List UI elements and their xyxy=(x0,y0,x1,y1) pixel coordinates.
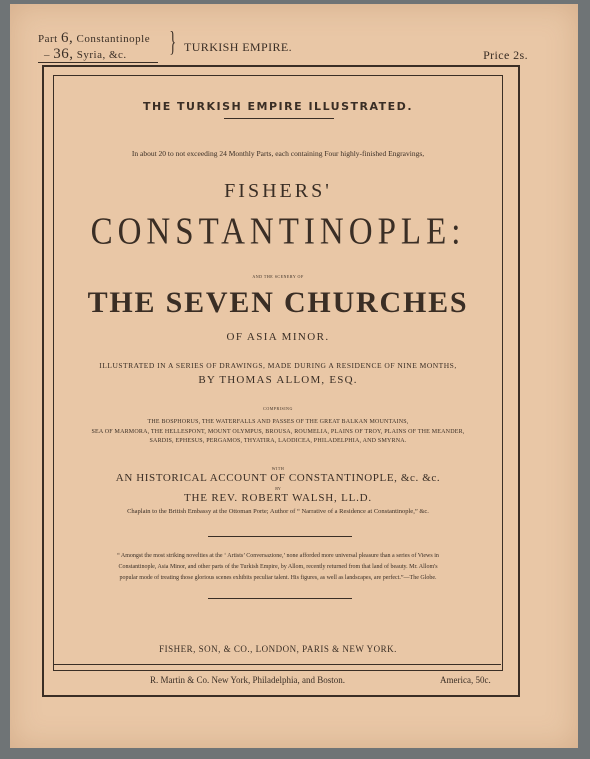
part-number: 6, xyxy=(60,30,74,46)
inner-border xyxy=(53,75,503,671)
footer-america-price: America, 50c. xyxy=(440,675,491,685)
places-line-3: SARDIS, EPHESUS, PERGAMOS, THYATIRA, LAODICEA, PHILADELPHIA, AND SMYRNA. xyxy=(149,438,407,444)
scenery-note: AND THE SCENERY OF xyxy=(252,274,304,279)
divider-top xyxy=(208,536,352,537)
footer-agents: R. Martin & Co. New York, Philadelphia, and Boston. xyxy=(150,675,345,685)
main-title: CONSTANTINOPLE: xyxy=(90,211,466,253)
header-empire: TURKISH EMPIRE. xyxy=(184,40,293,54)
number-value: 36, xyxy=(53,46,74,62)
wrapper-header xyxy=(38,27,528,70)
part-prefix: Part xyxy=(38,33,58,45)
series-underline xyxy=(224,118,334,119)
footer-divider xyxy=(53,664,501,665)
number-label xyxy=(44,46,127,63)
brace-symbol: } xyxy=(169,27,177,58)
part-label xyxy=(38,30,150,47)
by-label: BY xyxy=(275,486,281,491)
subtitle: THE SEVEN CHURCHES xyxy=(87,286,469,319)
publisher-name: FISHERS' xyxy=(224,180,332,202)
part-title: Constantinople xyxy=(76,33,151,45)
subtitle-asia: OF ASIA MINOR. xyxy=(226,331,330,343)
number-title: Syria, &c. xyxy=(76,49,127,61)
divider-bottom xyxy=(208,598,352,599)
with-label: WITH xyxy=(271,466,285,471)
review-quote-line-1: “ Amongst the most striking novelties at the ‘ Artists’ Conversazione,’ none afforded more universal pleasure than a series of Views in xyxy=(117,553,439,559)
places-line-1: THE BOSPHORUS, THE WATERFALLS AND PASSES OF THE GREAT BALKAN MOUNTAINS, xyxy=(147,419,409,425)
review-quote-line-3: popular mode of treating those glorious scenes exhibits peculiar talent. His figures, as well as landscapes, are perfect.”—The Globe. xyxy=(119,575,437,581)
review-quote-line-2: Constantinople, Asia Minor, and other parts of the Turkish Empire, by Allom, recently returned from that land of beauty. Mr. Allom's xyxy=(118,564,438,570)
monthly-note: In about 20 to not exceeding 24 Monthly Parts, each containing Four highly-finished Engravings, xyxy=(131,149,425,158)
header-price: Price 2s. xyxy=(483,48,528,62)
header-divider xyxy=(38,62,158,63)
illustrated-note: ILLUSTRATED IN A SERIES OF DRAWINGS, MADE DURING A RESIDENCE OF NINE MONTHS, xyxy=(99,361,457,370)
reverend-author: THE REV. ROBERT WALSH, LL.D. xyxy=(184,492,372,504)
comprising-label: COMPRISING xyxy=(263,406,293,411)
series-title: THE TURKISH EMPIRE ILLUSTRATED. xyxy=(143,100,413,113)
publisher-line: FISHER, SON, & CO., LONDON, PARIS & NEW YORK. xyxy=(159,644,397,654)
places-line-2: SEA OF MARMORA, THE HELLESPONT, MOUNT OLYMPUS, BROUSA, ROUMELIA, PLAINS OF TROY, PLAINS OF THE MEANDER, xyxy=(91,429,465,435)
author-line: BY THOMAS ALLOM, ESQ. xyxy=(198,374,358,386)
historical-account: AN HISTORICAL ACCOUNT OF CONSTANTINOPLE, &c. &c. xyxy=(115,472,441,484)
number-prefix: – xyxy=(44,49,50,61)
chaplain-line: Chaplain to the British Embassy at the Ottoman Porte; Author of “ Narrative of a Residence at Constantinople,” &c. xyxy=(127,508,429,515)
